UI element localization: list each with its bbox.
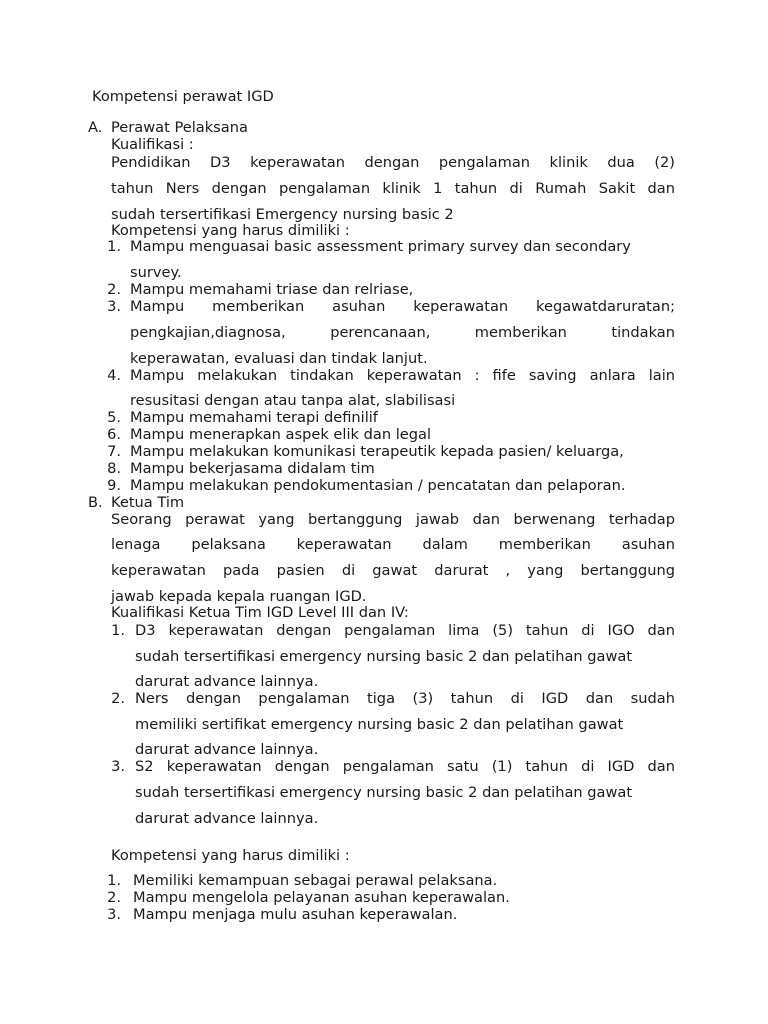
list-number: 6. [107, 426, 121, 443]
list-item: D3 keperawatan dengan pengalaman lima (5) tahun di IGO dan [135, 622, 675, 639]
list-item: pengkajian,diagnosa, perencanaan, memberikan tindakan [130, 324, 675, 341]
list-item: survey. [130, 264, 182, 281]
section-b-description-line: Seorang perawat yang bertanggung jawab dan berwenang terhadap [111, 511, 675, 528]
section-b-marker: B. [88, 494, 103, 511]
list-item: Mampu menerapkan aspek elik dan legal [130, 426, 432, 443]
list-number: 1. [107, 872, 121, 889]
page-title: Kompetensi perawat IGD [92, 88, 274, 105]
list-item: Mampu melakukan pendokumentasian / pencatatan dan pelaporan. [130, 477, 626, 494]
list-number: 9. [107, 477, 121, 494]
list-item: Mampu mengelola pelayanan asuhan keperawalan. [133, 889, 510, 906]
list-number: 3. [107, 906, 121, 923]
section-b-competency-label: Kompetensi yang harus dimiliki : [111, 847, 350, 864]
list-number: 2. [111, 690, 125, 707]
list-item: Mampu memahami terapi definilif [130, 409, 378, 426]
list-number: 5. [107, 409, 121, 426]
list-item: Ners dengan pengalaman tiga (3) tahun di IGD dan sudah [135, 690, 675, 707]
list-number: 4. [107, 367, 121, 384]
list-number: 8. [107, 460, 121, 477]
list-item: Memiliki kemampuan sebagai perawal pelaksana. [133, 872, 498, 889]
section-a-qualification-line: tahun Ners dengan pengalaman klinik 1 tahun di Rumah Sakit dan [111, 180, 675, 197]
list-item: Mampu bekerjasama didalam tim [130, 460, 375, 477]
section-a-marker: A. [88, 119, 103, 136]
list-item: memiliki sertifikat emergency nursing basic 2 dan pelatihan gawat [135, 716, 624, 733]
list-number: 2. [107, 889, 121, 906]
section-b-qualification-label: Kualifikasi Ketua Tim IGD Level III dan IV: [111, 604, 409, 621]
list-number: 3. [111, 758, 125, 775]
section-a-competency-label: Kompetensi yang harus dimiliki : [111, 222, 350, 239]
section-b-description-line: jawab kepada kepala ruangan IGD. [111, 588, 367, 605]
list-number: 2. [107, 281, 121, 298]
list-item: darurat advance lainnya. [135, 741, 319, 758]
list-number: 3. [107, 298, 121, 315]
section-b-description-line: keperawatan pada pasien di gawat darurat , yang bertanggung [111, 562, 675, 579]
list-number: 1. [107, 238, 121, 255]
list-item: Mampu menguasai basic assessment primary survey dan secondary [130, 238, 631, 255]
list-item: resusitasi dengan atau tanpa alat, slabilisasi [130, 392, 456, 409]
section-b-description-line: lenaga pelaksana keperawatan dalam memberikan asuhan [111, 536, 675, 553]
list-item: sudah tersertifikasi emergency nursing basic 2 dan pelatihan gawat [135, 784, 633, 801]
list-item: keperawatan, evaluasi dan tindak lanjut. [130, 350, 428, 367]
list-item: Mampu melakukan tindakan keperawatan : fife saving anlara lain [130, 367, 675, 384]
list-number: 7. [107, 443, 121, 460]
list-item: S2 keperawatan dengan pengalaman satu (1) tahun di IGD dan [135, 758, 675, 775]
section-a-qualification-label: Kualifikasi : [111, 136, 194, 153]
list-item: sudah tersertifikasi emergency nursing basic 2 dan pelatihan gawat [135, 648, 633, 665]
list-item: Mampu melakukan komunikasi terapeutik kepada pasien/ keluarga, [130, 443, 624, 460]
list-number: 1. [111, 622, 125, 639]
list-item: Mampu menjaga mulu asuhan keperawalan. [133, 906, 458, 923]
list-item: Mampu memahami triase dan relriase, [130, 281, 414, 298]
list-item: darurat advance lainnya. [135, 810, 319, 827]
section-a-qualification-line: Pendidikan D3 keperawatan dengan pengalaman klinik dua (2) [111, 154, 675, 171]
section-b-heading: Ketua Tim [111, 494, 185, 511]
section-a-heading: Perawat Pelaksana [111, 119, 248, 136]
list-item: darurat advance lainnya. [135, 673, 319, 690]
section-a-qualification-line: sudah tersertifikasi Emergency nursing basic 2 [111, 206, 454, 223]
list-item: Mampu memberikan asuhan keperawatan kegawatdaruratan; [130, 298, 675, 315]
